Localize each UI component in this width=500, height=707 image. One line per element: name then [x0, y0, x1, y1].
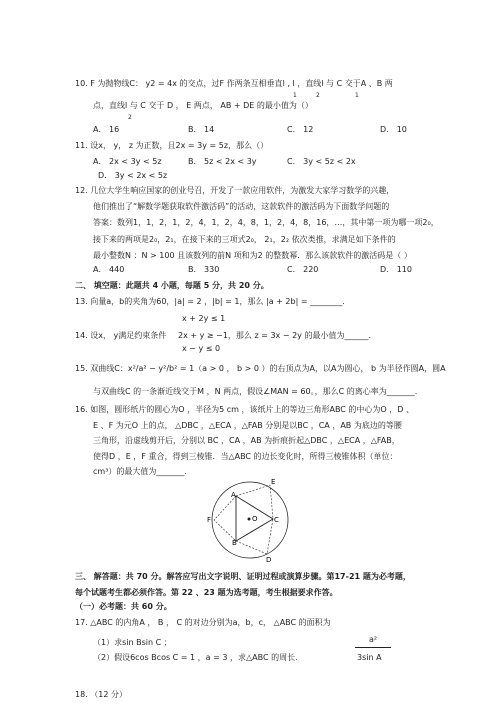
- figure-label-d: D: [266, 556, 272, 564]
- q11-option-d: D． 3y < 2x < 5z: [98, 171, 168, 180]
- section3-subheading: （一）必考题：共 60 分。: [75, 602, 172, 611]
- q16-line4: 使得D ，E ，F 重合，得到三棱锥．当△ABC 的边长变化时，所得三棱锥体积（单位：: [93, 452, 398, 461]
- q12-line4: 接下来的两项是2₀，2₁，在接下来的三项式2₀， 2₁，2₂ 依次类推，求满足如下条件的: [93, 235, 396, 244]
- q10-subscript: 1: [355, 92, 359, 99]
- figure-label-c: C: [274, 516, 279, 524]
- q10-line1: 10. F 为抛物线C： y2 = 4x 的交点，过F 作两条互相垂直l , l ，直线l 与 C 交于A 、B 两: [75, 79, 393, 88]
- section3-line2: 每个试题考生都必须作答。第 22 、23 题为选考题，考生根据要求作答。: [75, 588, 338, 597]
- q14-constraint-top: x + 2y ≤ 1: [182, 314, 226, 323]
- figure-center-point: [248, 518, 251, 521]
- q12-option-a: A． 440: [93, 265, 125, 274]
- q17-stem: 17. △ABC 的内角A ， B ， C 的对边分别为a，b，c， △ABC 的面积为: [75, 618, 331, 627]
- q13-stem: 13. 向量a，b的夹角为60，|a| = 2 ，|b| = 1，那么 |a + 2b| = ________.: [75, 297, 345, 306]
- q15-line1: 15. 双曲线C：x²/a² − y²/b² = 1（a > 0 ， b > 0 ）的右顶点为A，以A为圆心， b 为半径作圆A，圆A: [75, 364, 446, 373]
- section-heading-answer: 三、 解答题：共 70 分。解答应写出文字说明、证明过程或演算步骤。第17-21 题为必考题，: [75, 572, 411, 581]
- q16-line2: E 、F 为元O 上的点， △DBC ，△ECA ，△FAB 分别是以BC ，CA ，AB 为底边的等腰: [93, 421, 402, 430]
- q10-option-b: B． 14: [188, 125, 215, 134]
- figure-fold-e: [236, 485, 273, 519]
- q12-line3: 答案：数列1，1，2，1，2，4，1，2，4，8，1，2，4，8，16，…，其中第一项为哪一项2₀，: [93, 218, 439, 227]
- q12-line5: 最小整数N ：N > 100 且该数列的前N 项和为2 的整数幂．那么该款软件的激活码是（ ）: [93, 251, 412, 260]
- q15-line2: 与双曲线C 的一条渐近线交于M ，N 两点，假设∠MAN = 60。，那么C 的离心率为_______.: [93, 387, 418, 396]
- section-heading-fill-in: 二、 填空题：此题共 4 小题，每题 5 分，共 20 分。: [75, 281, 269, 290]
- geometry-figure: [205, 475, 295, 565]
- figure-label-a: A: [231, 491, 236, 499]
- q17-part2: （2）假设6cos Bcos C = 1 ，a = 3 ，求△ABC 的周长.: [93, 653, 298, 662]
- figure-fold-d: [236, 519, 273, 554]
- q14-constraint-bottom: x − y ≤ 0: [182, 344, 221, 353]
- q17-fraction-bar: [355, 647, 391, 648]
- q18-stem: 18. （12 分）: [75, 690, 127, 699]
- q16-line5: cm³）的最大值为_______.: [93, 467, 187, 476]
- figure-label-e: E: [271, 478, 276, 486]
- q11-option-a: A． 2x < 3y < 5z: [93, 157, 162, 166]
- q14-constraint-mid: 2x + y ≥ −1，那么 z = 3x − 2y 的最小值为______.: [178, 331, 371, 340]
- q16-line1: 16. 如图，圆形纸片的圆心为O ，半径为5 cm ，该纸片上的等边三角形ABC 的中心为O ，D 、: [75, 405, 414, 414]
- q12-option-b: B． 330: [188, 265, 220, 274]
- q10-subscript: 2: [316, 92, 320, 99]
- q10-subscript: 2: [128, 114, 132, 121]
- figure-fold-f: [214, 496, 236, 541]
- q10-option-d: D． 10: [380, 125, 407, 134]
- q17-fraction-numerator: a²: [369, 635, 378, 644]
- q12-option-c: C． 220: [287, 265, 319, 274]
- q10-subscript: 1: [293, 92, 297, 99]
- q12-option-d: D． 110: [380, 265, 412, 274]
- q12-line2: 他们推出了“解数学题获取软件激活码”的活动，这款软件的激活码为下面数学问题的: [93, 202, 390, 211]
- q16-line3: 三角形，沿虚线剪开后，分别以 BC ，CA ，AB 为折痕折起△DBC ，△ECA ，△FAB，: [93, 436, 400, 445]
- q17-part1: （1）求sin Bsin C ；: [93, 638, 172, 647]
- q17-fraction-denominator: 3sin A: [357, 653, 382, 662]
- q11-option-b: B． 5z < 2x < 3y: [188, 157, 257, 166]
- q10-option-c: C． 12: [287, 125, 314, 134]
- q11-stem: 11. 设x， y， z 为正数，且2x = 3y = 5z，那么（）: [75, 141, 269, 150]
- q14-stem: 14. 设x， y满足约束条件: [75, 331, 167, 340]
- q10-line2: 点，直线l 与 C 交于 D ， E 两点， AB + DE 的最小值为（）: [93, 101, 313, 110]
- figure-label-b: B: [232, 539, 237, 547]
- q12-line1: 12. 几位大学生响应国家的创业号召，开发了一款应用软件，为激发大家学习数学的兴趣，: [75, 186, 395, 195]
- figure-label-f: F: [207, 516, 212, 524]
- figure-label-o: O: [252, 515, 258, 523]
- q11-option-c: C． 3y < 5z < 2x: [287, 157, 356, 166]
- q10-option-a: A． 16: [93, 125, 120, 134]
